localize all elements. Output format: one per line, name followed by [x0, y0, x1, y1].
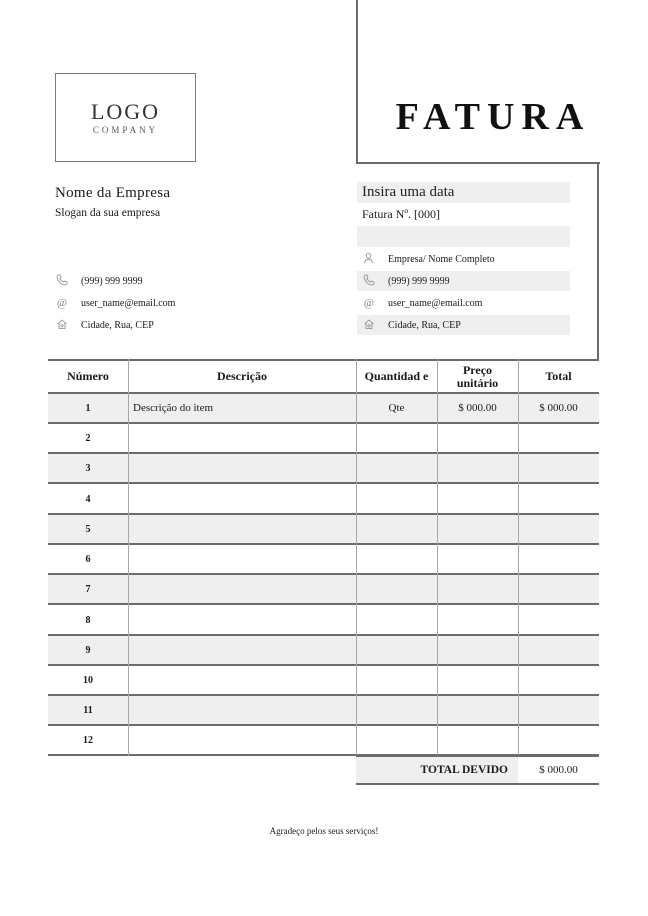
cell-total[interactable]: $ 000.00 — [539, 402, 578, 414]
client-address-row — [357, 315, 570, 335]
client-address[interactable]: Cidade, Rua, CEP — [388, 319, 461, 331]
client-phone-row — [357, 271, 570, 291]
table-row — [48, 394, 599, 424]
cell-quantity[interactable] — [356, 606, 437, 634]
cell-quantity[interactable] — [356, 485, 437, 513]
cell-total[interactable] — [518, 515, 599, 543]
cell-description[interactable] — [128, 636, 356, 664]
date-field[interactable]: Insira uma data — [362, 184, 455, 200]
table-row — [48, 485, 599, 515]
cell-description[interactable] — [128, 575, 356, 603]
cell-number: 4 — [85, 493, 91, 505]
header-quantity: Quantidad e — [364, 369, 429, 383]
at-sign-icon: @ — [56, 297, 68, 309]
invoice-title: FATURA — [395, 96, 591, 138]
cell-quantity[interactable] — [356, 545, 437, 573]
header-total: Total — [545, 369, 572, 383]
company-email-row — [55, 293, 175, 313]
cell-quantity[interactable] — [356, 726, 437, 754]
cell-quantity[interactable] — [356, 696, 437, 724]
cell-total[interactable] — [518, 485, 599, 513]
cell-description[interactable]: Descrição do item — [133, 402, 214, 414]
logo-sub-text: COMPANY — [92, 124, 159, 135]
cell-quantity[interactable] — [356, 636, 437, 664]
cell-unit-price[interactable]: $ 000.00 — [458, 402, 497, 414]
table-column-divider — [518, 359, 519, 756]
header-number: Número — [67, 369, 109, 383]
cell-description[interactable] — [128, 485, 356, 513]
header-description: Descrição — [217, 369, 267, 383]
cell-number: 7 — [85, 583, 91, 595]
cell-quantity[interactable]: Qte — [388, 402, 405, 414]
cell-unit-price[interactable] — [437, 575, 518, 603]
cell-description[interactable] — [128, 454, 356, 482]
cell-quantity[interactable] — [356, 424, 437, 452]
at-sign-icon: @ — [363, 297, 375, 309]
cell-number: 12 — [83, 734, 93, 746]
table-column-divider — [356, 359, 357, 756]
cell-unit-price[interactable] — [437, 515, 518, 543]
cell-unit-price[interactable] — [437, 666, 518, 694]
cell-unit-price[interactable] — [437, 485, 518, 513]
total-due-box — [356, 755, 599, 785]
client-phone[interactable]: (999) 999 9999 — [388, 275, 450, 287]
table-column-divider — [128, 359, 129, 756]
header-frame-bottom-line — [356, 162, 600, 164]
cell-quantity[interactable] — [356, 575, 437, 603]
table-row — [48, 696, 599, 726]
footer-note: Agradeço pelos seus serviços! — [269, 826, 379, 836]
table-row — [48, 636, 599, 666]
company-address[interactable]: Cidade, Rua, CEP — [81, 319, 154, 331]
cell-number: 11 — [83, 704, 93, 716]
cell-number: 10 — [83, 674, 93, 686]
table-row — [48, 606, 599, 636]
cell-total[interactable] — [518, 454, 599, 482]
table-row — [48, 454, 599, 484]
total-due-label: TOTAL DEVIDO — [356, 757, 518, 783]
header-unit-price: Preço unitário — [456, 362, 499, 390]
cell-description[interactable] — [128, 666, 356, 694]
client-email[interactable]: user_name@email.com — [388, 297, 483, 309]
cell-total[interactable] — [518, 696, 599, 724]
logo-main-text: LOGO — [90, 98, 161, 124]
home-icon — [362, 318, 376, 332]
blank-field-band[interactable] — [357, 226, 570, 247]
client-email-row — [357, 293, 570, 313]
cell-description[interactable] — [128, 726, 356, 754]
header-frame-right-line — [597, 162, 599, 359]
table-row — [48, 666, 599, 696]
table-row — [48, 515, 599, 545]
client-name[interactable]: Empresa/ Nome Completo — [388, 253, 495, 265]
table-column-divider — [437, 359, 438, 756]
cell-number: 9 — [85, 644, 91, 656]
cell-quantity[interactable] — [356, 515, 437, 543]
cell-unit-price[interactable] — [437, 696, 518, 724]
home-icon — [55, 318, 69, 332]
table-row — [48, 545, 599, 575]
cell-unit-price[interactable] — [437, 424, 518, 452]
total-due-value[interactable]: $ 000.00 — [539, 764, 578, 776]
cell-description[interactable] — [128, 515, 356, 543]
company-slogan[interactable]: Slogan da sua empresa — [55, 207, 161, 219]
cell-number: 5 — [85, 523, 91, 535]
invoice-number[interactable]: Fatura Nº. [000] — [362, 207, 441, 221]
phone-icon — [55, 274, 69, 288]
cell-total[interactable] — [518, 545, 599, 573]
company-logo[interactable] — [55, 73, 196, 162]
cell-quantity[interactable] — [356, 666, 437, 694]
table-row — [48, 575, 599, 605]
cell-unit-price[interactable] — [437, 454, 518, 482]
client-name-row — [357, 249, 570, 269]
cell-number: 8 — [85, 614, 91, 626]
cell-total[interactable] — [518, 636, 599, 664]
cell-description[interactable] — [128, 606, 356, 634]
cell-unit-price[interactable] — [437, 606, 518, 634]
cell-number: 2 — [85, 432, 91, 444]
cell-unit-price[interactable] — [437, 636, 518, 664]
cell-number: 1 — [85, 402, 91, 414]
company-email[interactable]: user_name@email.com — [81, 297, 176, 309]
cell-total[interactable] — [518, 575, 599, 603]
cell-total[interactable] — [518, 666, 599, 694]
cell-description[interactable] — [128, 545, 356, 573]
cell-total[interactable] — [518, 424, 599, 452]
phone-icon — [362, 274, 376, 288]
table-header — [48, 359, 599, 394]
company-name[interactable]: Nome da Empresa — [55, 185, 171, 201]
header-frame-left-line — [356, 0, 358, 164]
cell-number: 3 — [85, 462, 91, 474]
company-phone[interactable]: (999) 999 9999 — [81, 275, 143, 287]
cell-description[interactable] — [128, 696, 356, 724]
cell-number: 6 — [85, 553, 91, 565]
cell-description[interactable] — [128, 424, 356, 452]
cell-total[interactable] — [518, 726, 599, 754]
cell-total[interactable] — [518, 606, 599, 634]
table-row — [48, 424, 599, 454]
company-address-row — [55, 315, 154, 335]
cell-unit-price[interactable] — [437, 726, 518, 754]
table-row — [48, 726, 599, 756]
person-icon — [362, 252, 376, 266]
company-phone-row — [55, 271, 143, 291]
cell-unit-price[interactable] — [437, 545, 518, 573]
cell-quantity[interactable] — [356, 454, 437, 482]
